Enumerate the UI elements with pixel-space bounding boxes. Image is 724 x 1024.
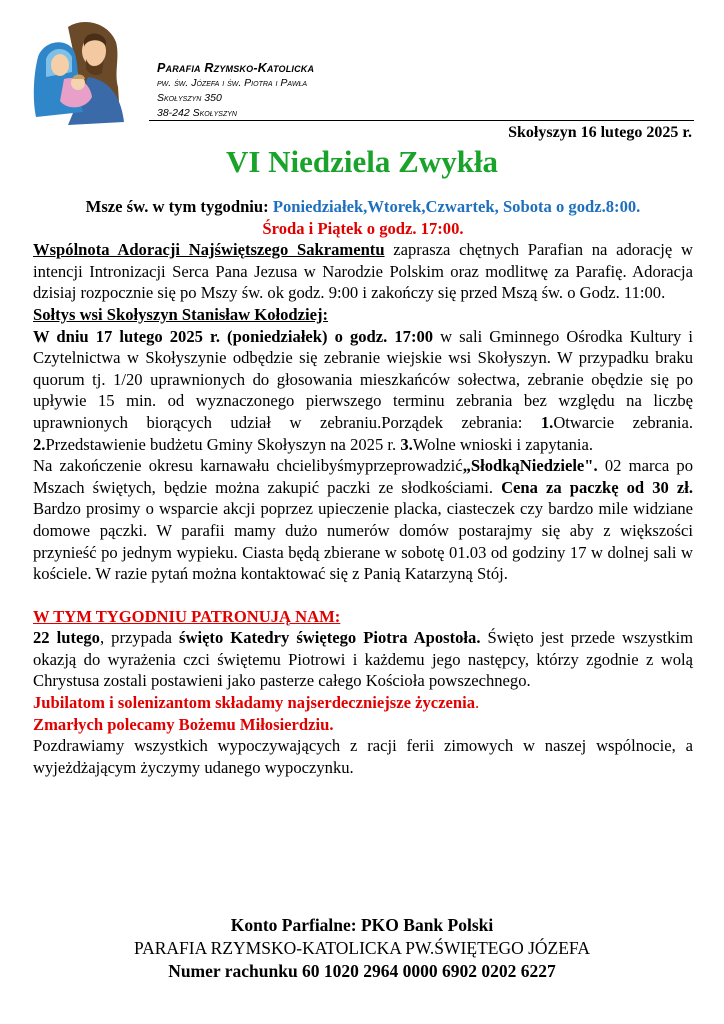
adoration-heading: Wspólnota Adoracji Najświętszego Sakramentu: [33, 240, 385, 260]
carnival-text-2: Bardzo prosimy o wsparcie akcji poprzez upieczenie placka, ciasteczek czy bardzo mile widziane domowe pączki. W parafii mamy dużo numerów domów postarajmy się aby z większości przynieść po jednym wypieku. Ciasta będą zbierane w sobotę 01.03 od godziny 17 w dolnej sali w kościele. W razie pytań można kontaktować się z Panią Katarzyną Stój.: [33, 499, 693, 584]
greeting-paragraph: Pozdrawiamy wszystkich wypoczywających z racji ferii zimowych w naszej wspólnocie, a wyjeżdżającym życzymy udanego wypoczynku.: [33, 736, 693, 777]
parish-name: Parafia Rzymsko-Katolicka: [157, 61, 315, 75]
soltys-heading-line: [33, 304, 693, 326]
account-bank: Konto Parfialne: PKO Bank Polski: [230, 915, 494, 935]
carnival-event: „SłodkąNiedziele".: [462, 456, 598, 476]
soltys-heading: Sołtys wsi Skołyszyn Stanisław Kołodziej:: [33, 304, 329, 324]
patrons-text-1: , przypada: [99, 628, 172, 648]
bulletin-body: [33, 196, 693, 778]
masses-label: Msze św. w tym tygodniu:: [85, 197, 269, 216]
agenda-item-1-number: 1.: [540, 412, 554, 432]
patrons-date: 22 lutego: [33, 628, 100, 648]
carnival-intro: Na zakończenie okresu karnawału chcielibyśmyprzeprowadzić: [33, 456, 463, 476]
patrons-heading: W TYM TYGODNIU PATRONUJĄ NAM:: [33, 606, 341, 626]
masses-line: [33, 196, 693, 218]
deceased-line: [33, 714, 693, 736]
patrons-paragraph: [33, 627, 693, 692]
patrons-feast: święto Katedry świętego Piotra Apostoła.: [179, 628, 481, 648]
parish-dedication: pw. św. Józefa i św. Piotra i Pawła: [157, 77, 308, 89]
adoration-text: zaprasza chętnych Parafian na adorację w intencji Intronizacji Serca Pana Jezusa w Narodzie Polskim oraz modlitwę za Parafię. Adoracja dzisiaj rozpocznie się po Mszy św. ok godz. 9:00 i zakończy się przed Mszą św. o Godz. 11:00.: [33, 240, 693, 303]
header-divider: [149, 120, 694, 121]
agenda-item-2-number: 2.: [33, 434, 46, 454]
account-holder: PARAFIA RZYMSKO-KATOLICKA PW.ŚWIĘTEGO JÓZEFA: [133, 938, 591, 958]
wishes-dot: .: [475, 693, 480, 713]
holy-family-logo: [28, 17, 130, 127]
soltys-lead: W dniu 17 lutego 2025 r. (poniedziałek) o godz. 17:00: [33, 326, 434, 346]
wishes-line: [33, 692, 693, 714]
account-number: Numer rachunku 60 1020 2964 0000 6902 0202 6227: [168, 961, 556, 981]
agenda-item-3-number: 3.: [400, 434, 413, 454]
account-block: [0, 914, 724, 983]
adoration-paragraph: [33, 239, 693, 304]
parish-header: [157, 61, 314, 121]
patrons-text-2: Święto jest przede wszystkim okazją do wyrażenia czci świętemu Piotrowi i każdemu jego następcy, którzy zgodnie z wolą Chrystusa zostali postawieni jako pasterze całego Kościoła powszechnego.: [33, 628, 693, 691]
agenda-item-2: Przedstawienie budżetu Gminy Skołyszyn na 2025 r.: [45, 434, 397, 454]
masses-evening-line: [33, 218, 693, 240]
page-title: VI Niedziela Zwykła: [225, 144, 499, 179]
agenda-item-3: Wolne wnioski i zapytania.: [412, 434, 594, 454]
masses-morning: Poniedziałek,Wtorek,Czwartek, Sobota o godz.8:00.: [272, 197, 641, 216]
carnival-text-1: 02 marca po Mszach świętych, będzie można zakupić paczki ze słodkościami.: [33, 456, 693, 497]
carnival-paragraph: [33, 455, 693, 585]
patrons-heading-line: [33, 606, 693, 628]
parish-address-line-1: Skołyszyn 350: [157, 92, 222, 104]
soltys-text: w sali Gminnego Ośrodka Kultury i Czytelnictwa w Skołyszynie odbędzie się zebranie wiejskie wsi Skołyszyn. W przypadku braku quorum tj. 1/20 uprawnionych do głosowania mieszkańców sołectwa, zebranie obędzie się po upływie 15 min. od wyznaczonego pierwszego terminu zebrania bez względu na liczbę uprawnionych biorących udział w zebraniu.Porządek zebrania:: [33, 326, 693, 432]
deceased: Zmarłych polecamy Bożemu Miłosierdziu.: [33, 714, 334, 734]
bulletin-date: Skołyszyn 16 lutego 2025 r.: [508, 124, 692, 141]
wishes: Jubilatom i solenizantom składamy najserdeczniejsze życzenia: [33, 693, 475, 713]
soltys-paragraph: [33, 326, 693, 456]
carnival-price: Cena za paczkę od 30 zł.: [501, 477, 693, 497]
agenda-item-1: Otwarcie zebrania.: [553, 412, 693, 432]
masses-evening: Środa i Piątek o godz. 17:00.: [262, 218, 464, 238]
parish-address-line-2: 38-242 Skołyszyn: [157, 107, 237, 119]
